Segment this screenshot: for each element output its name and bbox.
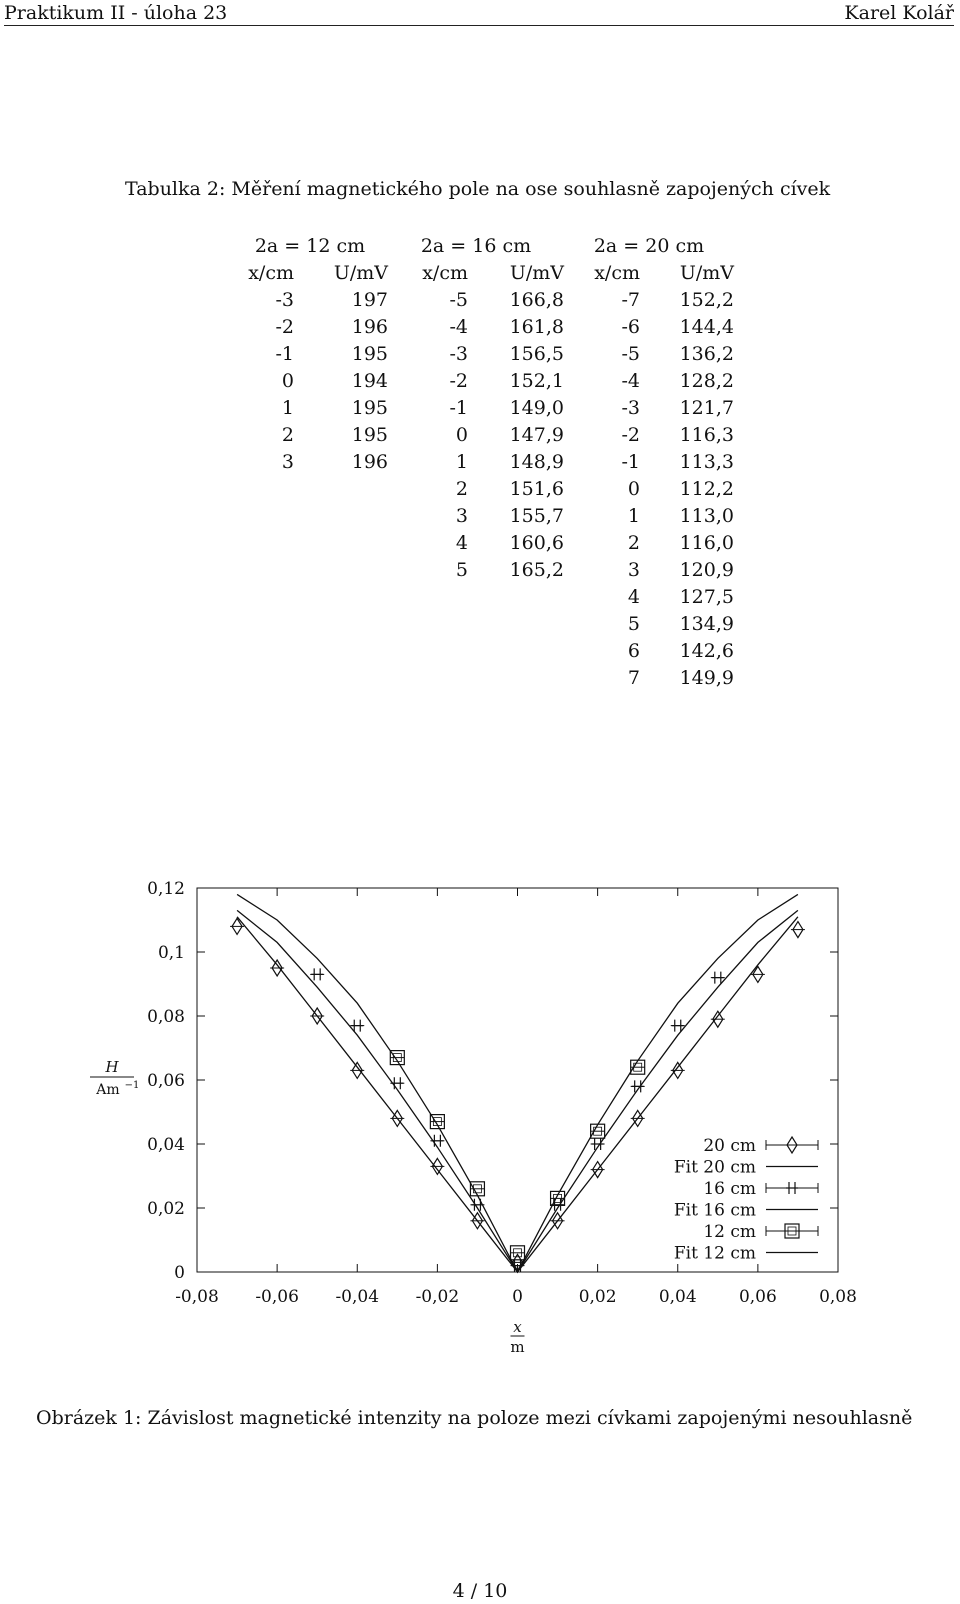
- table-cell: 155,7: [509, 504, 564, 527]
- table-cell: 128,2: [679, 369, 734, 392]
- y-axis-label-den: Am: [96, 1082, 120, 1098]
- table-cell: 113,3: [679, 450, 734, 473]
- table-cell: [294, 637, 388, 664]
- table-row: [232, 367, 734, 394]
- table-cell: [294, 529, 388, 556]
- legend-label: 16 cm: [703, 1179, 756, 1199]
- table-cell: 197: [351, 288, 388, 311]
- y-axis-label-num: H: [105, 1058, 119, 1076]
- table-cell: [294, 664, 388, 691]
- table-cell: 144,4: [679, 315, 734, 338]
- table-cell: -6: [621, 315, 640, 338]
- table-cell: 149,9: [679, 666, 734, 689]
- y-tick-label: 0,12: [147, 879, 185, 899]
- table-cell: [294, 556, 388, 583]
- col-header: x/cm: [594, 261, 640, 284]
- legend-label: Fit 20 cm: [673, 1157, 756, 1178]
- table-cell: 3: [627, 558, 640, 581]
- table-cell: -1: [449, 396, 468, 419]
- table-cell: 136,2: [679, 342, 734, 365]
- table-cell: 5: [455, 558, 468, 581]
- plot-area: [90, 879, 857, 1356]
- table-cell: 152,1: [509, 369, 564, 392]
- table-cell: [468, 610, 564, 637]
- table-cell: -3: [275, 288, 294, 311]
- x-tick-label: 0: [512, 1287, 523, 1307]
- table-cell: 148,9: [509, 450, 564, 473]
- table-cell: -3: [621, 396, 640, 419]
- table-cell: [232, 583, 294, 610]
- table-cell: -1: [275, 342, 294, 365]
- table-cell: 4: [627, 585, 640, 608]
- table-cell: [294, 475, 388, 502]
- table-cell: [294, 502, 388, 529]
- col-header: x/cm: [248, 261, 294, 284]
- table-cell: -2: [449, 369, 468, 392]
- header-rule: [4, 25, 954, 26]
- table-cell: -5: [449, 288, 468, 311]
- table-cell: [232, 556, 294, 583]
- table-cell: [232, 610, 294, 637]
- x-tick-label: 0,02: [578, 1287, 617, 1307]
- table-cell: 147,9: [509, 423, 564, 446]
- x-tick-label: 0,06: [738, 1287, 777, 1307]
- table-cell: 7: [627, 666, 640, 689]
- page-number: 4 / 10: [452, 1580, 508, 1602]
- data-point: [391, 1077, 403, 1089]
- legend-label: Fit 16 cm: [673, 1200, 756, 1221]
- table-cell: -7: [621, 288, 640, 311]
- table-cell: 151,6: [509, 477, 564, 500]
- table-cell: 195: [351, 423, 388, 446]
- table-group-header: [232, 232, 734, 259]
- table-row: [232, 502, 734, 529]
- table-cell: [232, 637, 294, 664]
- table-cell: 0: [281, 369, 294, 392]
- x-tick-label: -0,08: [175, 1287, 219, 1307]
- legend-label: 12 cm: [703, 1222, 756, 1242]
- table-cell: [232, 529, 294, 556]
- table-cell: 196: [351, 315, 388, 338]
- table-cell: 2: [455, 477, 468, 500]
- table-cell: [294, 610, 388, 637]
- x-tick-label: 0,04: [658, 1287, 697, 1307]
- table-cell: 0: [455, 423, 468, 446]
- table-cell: 149,0: [509, 396, 564, 419]
- table-cell: -4: [621, 369, 640, 392]
- col-header: U/mV: [333, 261, 388, 284]
- data-point: [311, 968, 323, 980]
- group-header-12cm: 2a = 12 cm: [254, 234, 366, 257]
- table-cell: 161,8: [509, 315, 564, 338]
- y-tick-label: 0,04: [147, 1135, 185, 1155]
- table-cell: [232, 502, 294, 529]
- table-cell: 160,6: [509, 531, 564, 554]
- table-row: [232, 421, 734, 448]
- table-row: [232, 448, 734, 475]
- col-header: x/cm: [422, 261, 468, 284]
- table-cell: 134,9: [679, 612, 734, 635]
- field-chart: [0, 870, 960, 1390]
- table-cell: 1: [281, 396, 294, 419]
- header-left: Praktikum II - úloha 23: [4, 2, 228, 24]
- group-header-16cm: 2a = 16 cm: [420, 234, 532, 257]
- y-axis-label-exp: −1: [124, 1080, 140, 1091]
- table-cell: 2: [627, 531, 640, 554]
- table-cell: 116,3: [679, 423, 734, 446]
- table-subheader: [232, 259, 734, 286]
- table-cell: 113,0: [679, 504, 734, 527]
- table-cell: [468, 664, 564, 691]
- y-tick-label: 0,1: [157, 943, 185, 963]
- table-cell: 1: [627, 504, 640, 527]
- legend-label: 20 cm: [703, 1136, 756, 1156]
- table-row: [232, 313, 734, 340]
- table-cell: -2: [621, 423, 640, 446]
- table-cell: -3: [449, 342, 468, 365]
- table-row: [232, 556, 734, 583]
- col-header: U/mV: [509, 261, 564, 284]
- table-body: [232, 286, 734, 691]
- x-tick-label: -0,02: [415, 1287, 460, 1307]
- table-cell: 1: [455, 450, 468, 473]
- table-row: [232, 394, 734, 421]
- table-row: [232, 637, 734, 664]
- table-cell: 112,2: [679, 477, 734, 500]
- table-cell: -1: [621, 450, 640, 473]
- table-cell: 195: [351, 396, 388, 419]
- x-tick-label: -0,06: [255, 1287, 299, 1307]
- table-cell: 166,8: [509, 288, 564, 311]
- table-cell: [388, 664, 468, 691]
- table-cell: 6: [627, 639, 640, 662]
- group-header-20cm: 2a = 20 cm: [593, 234, 705, 257]
- table-cell: [468, 637, 564, 664]
- table-cell: [232, 475, 294, 502]
- data-point: [431, 1135, 443, 1147]
- table-cell: -5: [621, 342, 640, 365]
- page-header: [0, 0, 960, 30]
- y-tick-label: 0,08: [147, 1007, 185, 1027]
- table-cell: [388, 610, 468, 637]
- table-cell: -4: [449, 315, 468, 338]
- table-cell: 5: [627, 612, 640, 635]
- table-row: [232, 610, 734, 637]
- x-tick-label: -0,04: [335, 1287, 380, 1307]
- legend-marker: [786, 1182, 798, 1194]
- figure-caption: Obrázek 1: Závislost magnetické intenzity na poloze mezi cívkami zapojenými nesouhlasně: [36, 1407, 913, 1429]
- table-cell: 3: [281, 450, 294, 473]
- table-cell: 152,2: [679, 288, 734, 311]
- table-cell: 156,5: [509, 342, 564, 365]
- y-tick-label: 0,02: [147, 1199, 185, 1219]
- table-cell: 165,2: [509, 558, 564, 581]
- col-header: U/mV: [679, 261, 734, 284]
- x-axis-label-num: x: [513, 1318, 522, 1336]
- table-row: [232, 286, 734, 313]
- table-cell: 4: [455, 531, 468, 554]
- table-row: [232, 583, 734, 610]
- legend-label: Fit 12 cm: [673, 1243, 756, 1264]
- x-axis-label-den: m: [510, 1338, 525, 1356]
- table-cell: 120,9: [679, 558, 734, 581]
- table-cell: 3: [455, 504, 468, 527]
- table-cell: [468, 583, 564, 610]
- table-cell: 127,5: [679, 585, 734, 608]
- table-cell: 194: [351, 369, 388, 392]
- table-cell: 0: [627, 477, 640, 500]
- table-cell: [294, 583, 388, 610]
- header-right: Karel Kolář: [844, 2, 954, 24]
- table-cell: 196: [351, 450, 388, 473]
- table-cell: -2: [275, 315, 294, 338]
- table-cell: 195: [351, 342, 388, 365]
- table-cell: [388, 637, 468, 664]
- measurement-table: [232, 232, 734, 691]
- table-cell: 2: [281, 423, 294, 446]
- table-row: [232, 475, 734, 502]
- table-row: [232, 664, 734, 691]
- table-caption: Tabulka 2: Měření magnetického pole na ose souhlasně zapojených cívek: [125, 178, 831, 200]
- table-row: [232, 529, 734, 556]
- table-cell: [232, 664, 294, 691]
- y-tick-label: 0,06: [147, 1071, 185, 1091]
- table-cell: 116,0: [679, 531, 734, 554]
- table-cell: [388, 583, 468, 610]
- y-tick-label: 0: [174, 1263, 185, 1283]
- x-tick-label: 0,08: [819, 1287, 857, 1307]
- table-cell: 121,7: [679, 396, 734, 419]
- table-cell: 142,6: [679, 639, 734, 662]
- table-row: [232, 340, 734, 367]
